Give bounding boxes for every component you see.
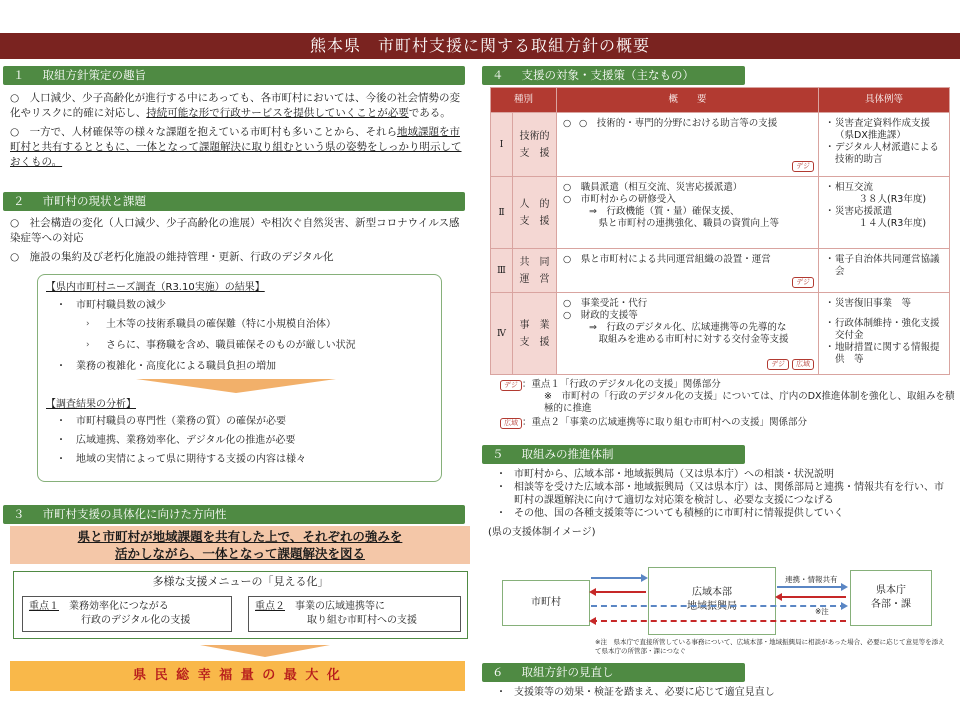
example-item: ・ 災害復旧事業 等 xyxy=(825,298,943,310)
row-examples xyxy=(819,249,950,293)
section-6-header xyxy=(482,663,745,682)
purpose-paragraph-2 xyxy=(10,125,465,170)
section-2-number: ２ xyxy=(13,194,25,208)
system-item: ・ その他、国の各種支援策等についても積極的に市町村に情報提供していく xyxy=(488,507,953,520)
support-menu-title: 多様な支援メニューの「見える化」 xyxy=(152,575,329,588)
example-item: ・ 行政体制維持・強化支援交付金 xyxy=(825,318,943,342)
description-line: ○ 市町村からの研修受入 xyxy=(563,194,676,205)
survey-subitem: › さらに、事務職を含め、職員確保そのものが厳しい状況 xyxy=(46,339,433,352)
regional-office-label-2: 地域振興局 xyxy=(687,601,737,612)
section-2-title: 市町村の現状と課題 xyxy=(42,194,146,208)
focus-2-box xyxy=(248,596,461,632)
focus-1-text-1: 業務効率化につながる xyxy=(69,601,169,612)
page-title: 熊本県 市町村支援に関する取組方針の概要 xyxy=(0,33,960,59)
example-value: ３８人(R3年度) xyxy=(849,194,927,205)
section-4-header xyxy=(482,66,745,85)
row-description xyxy=(557,113,819,177)
focus-1-label: 重点１ xyxy=(29,601,59,612)
table-header-row xyxy=(491,88,950,113)
regional-badge: 広域 xyxy=(500,418,522,429)
prefecture-box xyxy=(850,570,932,626)
down-arrow xyxy=(136,379,336,393)
section-6-title: 取組方針の見直し xyxy=(521,665,614,679)
note-1 xyxy=(500,379,955,391)
digital-badge: デジ xyxy=(500,380,522,391)
section-5-body xyxy=(488,468,953,540)
purpose-p1-end: である。 xyxy=(408,107,451,119)
row-description xyxy=(557,177,819,249)
section-1-number: １ xyxy=(13,68,25,82)
section-5-number: ５ xyxy=(492,447,504,461)
row-number: Ⅲ xyxy=(491,249,513,293)
survey-box xyxy=(37,274,442,482)
description-line: ○ 職員派遣（相互交流、災害応援派遣） xyxy=(563,182,743,193)
section-5-title: 取組みの推進体制 xyxy=(521,447,614,461)
header-kind: 種別 xyxy=(491,88,557,113)
table-row xyxy=(491,177,950,249)
coordination-label: 連携・情報共有 xyxy=(785,575,838,584)
example-item: ・ 災害応援派遣 xyxy=(825,206,943,218)
section-1-title: 取組方針策定の趣旨 xyxy=(42,68,146,82)
description-line: ○ 事業受託・代行 xyxy=(563,298,648,309)
arrow-pref-to-city-dashed xyxy=(591,620,846,622)
example-item: ・ 相互交流 xyxy=(825,182,943,194)
badge-group xyxy=(767,358,814,370)
note-mark: ※注 xyxy=(815,607,829,616)
status-paragraph-2: ○ 施設の集約及び老朽化施設の維持管理・更新、行政のデジタル化 xyxy=(10,251,334,263)
support-table xyxy=(490,87,950,375)
header-summary: 概 要 xyxy=(557,88,819,113)
digital-badge: デジ xyxy=(767,359,789,370)
note-1-sub: ※ 市町村の「行政のデジタル化の支援」については、庁内のDX推進体制を強化し、取組みを積極的に推進 xyxy=(544,391,955,414)
analysis-item: ・ 広域連携、業務効率化、デジタル化の推進が必要 xyxy=(46,434,433,447)
row-number: Ⅳ xyxy=(491,293,513,375)
note-1-text: ：重点１「行政のデジタル化の支援」関係部分 xyxy=(521,379,721,390)
result-arrow xyxy=(200,645,330,657)
row-kind: 人 的 支 援 xyxy=(513,177,557,249)
description-detail: 県と市町村の連携強化、職員の資質向上等 xyxy=(589,218,780,229)
purpose-p1-text: ○ 人口減少、少子高齢化が進行する中にあっても、各市町村においては、今後の社会情勢の変化やリスクに的確に対応し、 xyxy=(10,92,461,119)
table-notes xyxy=(500,379,955,429)
example-item: ・ デジタル人材派遣による技術的助言 xyxy=(825,142,943,166)
review-item: ・ 支援策等の効果・検証を踏まえ、必要に応じて適宜見直し xyxy=(488,686,948,699)
arrow-pref-to-region xyxy=(777,596,846,598)
row-description xyxy=(557,293,819,375)
row-kind: 事 業 支 援 xyxy=(513,293,557,375)
regional-office-label-1: 広域本部 xyxy=(692,587,732,598)
arrow-city-to-pref-dashed xyxy=(591,605,846,607)
survey-item: ・ 市町村職員数の減少 xyxy=(46,299,433,312)
prefecture-label-1: 県本庁 xyxy=(876,585,906,596)
section-3-header xyxy=(3,505,465,524)
result-banner: 県 民 総 幸 福 量 の 最 大 化 xyxy=(10,661,465,691)
row-number: Ⅰ xyxy=(491,113,513,177)
example-spacer xyxy=(825,310,943,318)
support-menu-box xyxy=(13,571,468,639)
purpose-p2-underline: 地域課題を市町村と共有するとともに、一体となって課題解決に取り組むという県の姿勢をしっかり明示しておくもの。 xyxy=(10,126,462,168)
row-number: Ⅱ xyxy=(491,177,513,249)
description-line: ○ ○ 技術的・専門的分野における助言等の支援 xyxy=(563,118,812,130)
section-4-title: 支援の対象・支援策（主なもの） xyxy=(521,68,694,82)
section-1-header xyxy=(3,66,465,85)
focus-1-text-2: 行政のデジタル化の支援 xyxy=(81,615,191,626)
purpose-p2-text: ○ 一方で、人材確保等の様々な課題を抱えている市町村も多いことから、それら xyxy=(10,126,397,138)
system-item: ・ 相談等を受けた広域本部・地域振興局（又は県本庁）は、関係部局と連携・情報共有を行い、市町村の課題解決に向けて適切な対応策を検討し、必要な支援につなげる xyxy=(488,481,953,507)
municipality-box: 市町村 xyxy=(502,580,590,626)
description-detail: ⇒ 行政機能（質・量）確保支援、 xyxy=(589,206,740,217)
header-examples: 具体例等 xyxy=(819,88,950,113)
example-item: ・ 災害査定資料作成支援（県DX推進課） xyxy=(825,118,943,142)
regional-badge: 広域 xyxy=(792,359,814,370)
section-4-number: ４ xyxy=(492,68,504,82)
section-2-header xyxy=(3,192,465,211)
focus-2-text-2: 取り組む市町村への支援 xyxy=(307,615,417,626)
purpose-p1-underline: 持続可能な形で行政サービスを提供していくことが必要 xyxy=(146,107,409,119)
description-line: ○ 県と市町村による共同運営組織の設置・運営 xyxy=(563,254,771,265)
row-description xyxy=(557,249,819,293)
analysis-item: ・ 地域の実情によって県に期待する支援の内容は様々 xyxy=(46,453,433,466)
section-3-number: ３ xyxy=(13,507,25,521)
table-row xyxy=(491,249,950,293)
focus-1-box xyxy=(22,596,232,632)
note-2-text: ：重点２「事業の広域連携等に取り組む市町村への支援」関係部分 xyxy=(522,417,808,428)
focus-2-text-1: 事業の広域連携等に xyxy=(295,601,385,612)
row-examples xyxy=(819,177,950,249)
arrow-region-to-pref xyxy=(777,586,846,588)
system-item: ・ 市町村から、広域本部・地域振興局（又は県本庁）への相談・状況説明 xyxy=(488,468,953,481)
direction-line-2: 活かしながら、一体となって課題解決を図る xyxy=(114,546,365,561)
section-1-body xyxy=(10,91,465,170)
description-detail: 取組みを進める市町村に対する交付金等支援 xyxy=(589,334,789,345)
description-detail: ⇒ 行政のデジタル化、広域連携等の先導的な xyxy=(589,322,787,333)
digital-badge: デジ xyxy=(792,161,814,172)
example-value: １４人(R3年度) xyxy=(849,218,927,229)
direction-line-1: 県と市町村が地域課題を共有した上で、それぞれの強みを xyxy=(77,529,403,544)
arrow-city-to-region xyxy=(591,577,646,579)
system-footnote: ※注 県本庁で直接所管している事務について、広域本部・地域振興局に相談があった場合、必要に応じて意見等を添えて県本庁の所管部・課につなぐ xyxy=(595,638,945,655)
prefecture-label-2: 各部・課 xyxy=(871,599,911,610)
table-row xyxy=(491,113,950,177)
note-2 xyxy=(500,417,955,429)
example-item: ・ 地財措置に関する情報提供 等 xyxy=(825,342,943,366)
table-row xyxy=(491,293,950,375)
row-examples xyxy=(819,113,950,177)
row-kind: 技術的 支 援 xyxy=(513,113,557,177)
analysis-item: ・ 市町村職員の専門性（業務の質）の確保が必要 xyxy=(46,415,433,428)
survey-label: 【県内市町村ニーズ調査（R3.10実施）の結果】 xyxy=(46,282,265,293)
regional-office-box xyxy=(648,567,776,635)
row-examples xyxy=(819,293,950,375)
purpose-paragraph-1 xyxy=(10,91,465,121)
survey-subitem: › 土木等の技術系職員の確保難（特に小規模自治体） xyxy=(46,318,433,331)
system-image-caption: (県の支援体制イメージ) xyxy=(488,527,596,538)
focus-2-label: 重点２ xyxy=(255,601,285,612)
digital-badge: デジ xyxy=(792,277,814,288)
survey-item: ・ 業務の複雑化・高度化による職員負担の増加 xyxy=(46,360,433,373)
row-kind: 共 同 運 営 xyxy=(513,249,557,293)
example-item: ・ 電子自治体共同運営協議会 xyxy=(825,254,943,278)
status-paragraph-1: ○ 社会構造の変化（人口減少、少子高齢化の進展）や相次ぐ自然災害、新型コロナウイルス感染症等への対応 xyxy=(10,217,460,244)
description-line: ○ 財政的支援等 xyxy=(563,310,638,321)
analysis-label: 【調査結果の分析】 xyxy=(46,398,136,410)
arrow-region-to-city xyxy=(591,591,646,593)
direction-highlight xyxy=(10,526,470,564)
section-2-body xyxy=(10,216,465,265)
section-6-number: ６ xyxy=(492,665,504,679)
section-3-title: 市町村支援の具体化に向けた方向性 xyxy=(42,507,227,521)
section-5-header xyxy=(482,445,745,464)
